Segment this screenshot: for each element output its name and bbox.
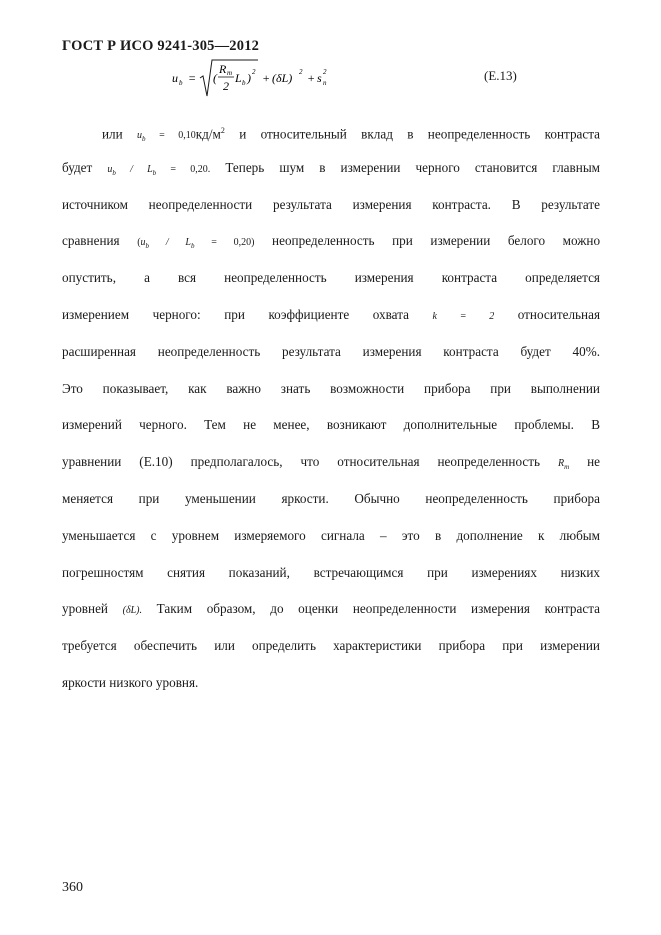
- eq-term-dl: (δL): [272, 71, 293, 85]
- text-line: меняется при уменьшении яркости. Обычно неопределенность прибора: [62, 490, 600, 506]
- eq-sq-1: 2: [252, 68, 256, 76]
- equation-formula: [172, 58, 472, 102]
- text-line: расширенная неопределенность результата измерения контраста будет 40%.: [62, 343, 600, 359]
- equation-e13: [172, 58, 532, 102]
- page-number: 360: [62, 880, 83, 895]
- eq-equals: =: [188, 71, 197, 85]
- eq-lhs: u: [172, 71, 178, 85]
- text-line: уровней (δL). Таким образом, до оценки неопределенности измерения контраста: [62, 601, 600, 617]
- eq-frac-num-sub: m: [227, 69, 233, 77]
- eq-plus-2: +: [307, 71, 316, 85]
- eq-sq-3: 2: [323, 68, 327, 76]
- text-line: будет $u_b / L_b = 0,20$. Теперь шум в измерении черного становится главным: [62, 159, 601, 177]
- text-line: уменьшается с уровнем измеряемого сигнала – это в дополнение к любым: [62, 527, 600, 543]
- text-line: измерением черного: при коэффициенте охвата k = 2 относительная: [62, 306, 601, 322]
- eq-lhs-sub: b: [179, 79, 183, 87]
- text-line: опустить, а вся неопределенность измерения контраста определяется: [62, 270, 600, 286]
- math-ub-lb-paren: $(u_b / L_b = 0,20)$: [137, 237, 255, 251]
- text-line: или $u_b = 0,10кд/м^2$ и относительный вклад в неопределенность контраста: [102, 126, 601, 144]
- text-line: яркости низкого уровня.: [62, 674, 199, 690]
- text-line: сравнения $(u_b / L_b = 0,20)$ неопределенность при измерении белого можно: [62, 233, 601, 251]
- text-line: уравнении (Е.10) предполагалось, что относительная неопределенность $R_m$ не: [62, 454, 601, 472]
- eq-term-s-sub: n: [323, 79, 327, 87]
- math-ub: $u_b = 0,10$: [137, 130, 196, 144]
- math-k: k = 2: [432, 310, 495, 322]
- text-line: Это показывает, как важно знать возможности прибора при выполнении: [62, 380, 600, 396]
- math-ub-lb: $u_b / L_b = 0,20$.: [107, 163, 211, 177]
- eq-plus-1: +: [262, 71, 271, 85]
- eq-term-l: L: [235, 71, 242, 85]
- math-rm: $R_m$: [557, 458, 570, 472]
- document-header: ГОСТ Р ИСО 9241-305—2012: [62, 38, 260, 54]
- text-line: измерений черного. Тем не менее, возникают дополнительные проблемы. В: [62, 417, 600, 433]
- eq-term-s: s: [317, 71, 322, 85]
- text-line: требуется обеспечить или определить характеристики прибора при измерении: [62, 638, 600, 654]
- equation-number: (Е.13): [484, 68, 517, 83]
- text-line: погрешностям снятия показаний, встречающимся при измерениях низких: [62, 564, 600, 580]
- eq-frac-num: R: [219, 62, 227, 76]
- eq-paren-open: (: [213, 71, 217, 85]
- body-paragraph: [62, 113, 600, 702]
- math-dl: (δL).: [122, 605, 143, 617]
- eq-term-l-sub: b: [242, 79, 246, 87]
- eq-frac-den: 2: [223, 79, 229, 93]
- eq-sq-2: 2: [299, 68, 303, 76]
- eq-paren-close: ): [247, 71, 251, 85]
- text-line: источником неопределенности результата измерения контраста. В результате: [62, 196, 600, 212]
